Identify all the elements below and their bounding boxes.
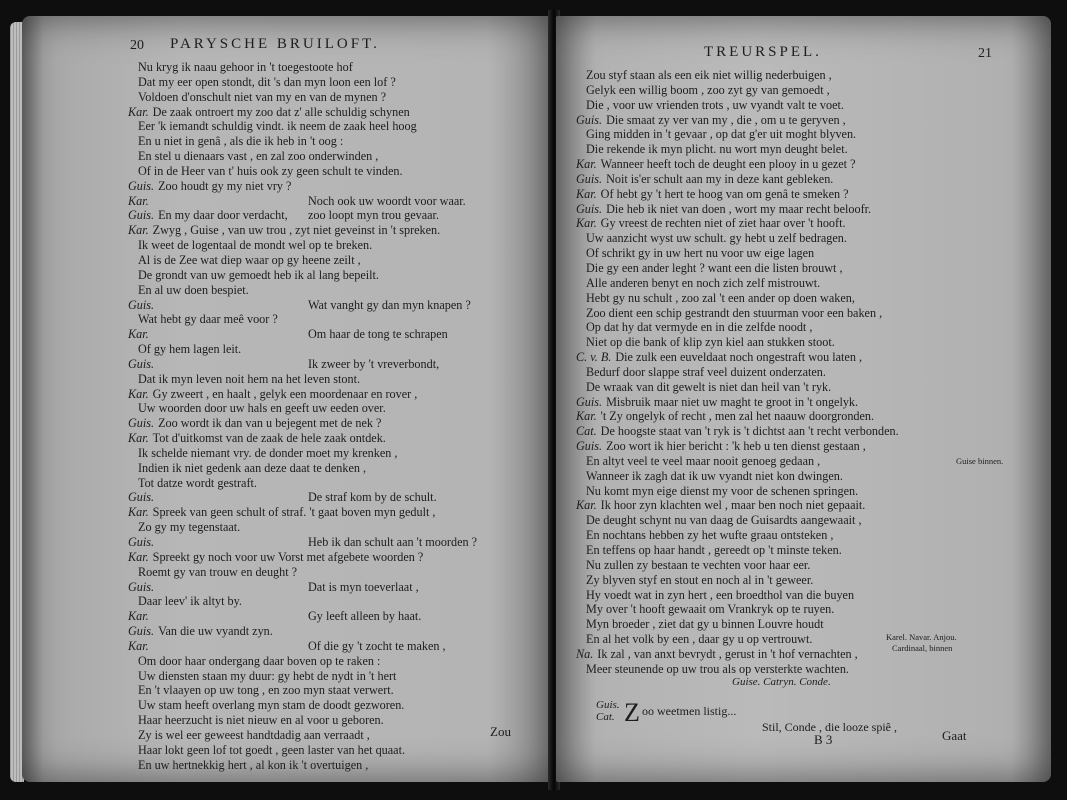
verse-line [576, 335, 1036, 350]
verse-text: Voldoen d'onschult niet van my en van de mynen ? [138, 89, 387, 104]
verse-line [576, 365, 1036, 380]
verse-text: Die rekende ik myn plicht. nu wort myn deught belet. [586, 142, 848, 157]
verse-text: Gelyk een willig boom , zoo zyt gy van gemoedt , [586, 82, 830, 97]
speaker-label: Kar. [128, 638, 149, 653]
speaker-label: Kar. [128, 386, 149, 401]
verse-text: Van die uw vyandt zyn. [158, 624, 273, 639]
verse-text: Zoo dient een schip gestrandt den stuurman voor een baken , [586, 305, 883, 320]
verse-text: Of in de Heer van t' huis ook zy geen schult te vinden. [138, 163, 403, 178]
verse-line [128, 594, 548, 609]
verse-line [128, 639, 548, 654]
verse-line [576, 588, 1036, 603]
verse-text-continuation: Om haar de tong te schrapen [308, 327, 448, 342]
speaker-label: Guis. [128, 297, 155, 312]
verse-text: Gy vreest de rechten niet of ziet haar over 't hooft. [600, 216, 846, 231]
verse-text: Alle anderen benyt en noch zich zelf mistrouwt. [586, 275, 821, 290]
verse-line [576, 127, 1036, 142]
verse-text: Die gy een ander leght ? want een die listen brouwt , [586, 260, 843, 275]
speaker-label: Guis. [576, 171, 603, 186]
final-line-b: Stil, Conde , die looze spiê , [762, 720, 897, 734]
speaker-label: Guis. [128, 178, 155, 193]
verse-text: Eer 'k iemandt schuldig vindt. ik neem de zaak heel hoog [138, 119, 417, 134]
verse-line [576, 172, 1036, 187]
verse-text-continuation: Ik zweer by 't vreverbondt, [308, 356, 440, 371]
verse-text: De deught schynt nu van daag de Guisardts aangewaait , [586, 513, 862, 528]
verse-line [576, 484, 1036, 499]
verse-text: Haar lokt geen lof tot goedt , geen laster van het quaat. [138, 742, 406, 757]
verse-text: Om door haar ondergang daar boven op te raken : [138, 653, 381, 668]
verse-text: Uw diensten staan my duur: gy hebt de nydt in 't hert [138, 668, 397, 683]
stage-direction-exit-2: Cardinaal, binnen [892, 643, 953, 653]
verse-line [128, 743, 548, 758]
verse-line [128, 342, 548, 357]
verse-text: Ik schelde niemant vry. de donder moet my krenken , [138, 445, 398, 460]
verse-text: Die zulk een euveldaat noch ongestraft wou laten , [615, 350, 863, 365]
speaker-label: Na. [576, 646, 594, 661]
verse-line [576, 395, 1036, 410]
verse-text: Zou styf staan als een eik niet willig nederbuigen , [586, 68, 832, 82]
verse-text: Ging midden in 't gevaar , op dat g'er uit moght blyven. [586, 127, 857, 142]
verse-line [128, 431, 548, 446]
verse-line [576, 231, 1036, 246]
speaker-label: Guis. [128, 208, 155, 223]
verse-text: En u niet in genâ , als die ik heb in 't oog : [138, 134, 344, 149]
verse-line [576, 246, 1036, 261]
speaker-label: Kar. [128, 505, 149, 520]
verse-line [576, 647, 1036, 662]
right-page [556, 16, 1051, 782]
verse-text: De hoogste staat van 't ryk is 't dichtst aan 't recht verbonden. [600, 424, 899, 439]
verse-text: Al is de Zee wat diep waar op gy heene zeilt , [138, 252, 361, 267]
speaker-label: Guis. [128, 416, 155, 431]
verse-text: Of gy hem lagen leit. [138, 342, 242, 357]
verse-text: Uw stam heeft overlang myn stam de doodt gezworen. [138, 698, 405, 713]
verse-line [576, 157, 1036, 172]
verse-text: En stel u dienaars vast , en zal zoo onderwinden , [138, 149, 379, 164]
verse-text: Hy voedt wat in zyn hert , een broedthol van die buyen [586, 587, 855, 602]
verse-line [576, 498, 1036, 513]
verse-text-continuation: Heb ik dan schult aan 't moorden ? [308, 535, 478, 549]
verse-line [576, 380, 1036, 395]
left-page [22, 16, 552, 782]
verse-line [128, 119, 548, 134]
verse-line [576, 528, 1036, 543]
verse-line [576, 306, 1036, 321]
verse-text: Die , voor uw vrienden trots , uw vyandt valt te voet. [586, 97, 844, 112]
speaker-label: Kar. [128, 431, 149, 446]
verse-line [128, 624, 548, 639]
verse-line [128, 134, 548, 149]
verse-line [576, 543, 1036, 558]
verse-line [128, 490, 548, 505]
verse-line [128, 75, 548, 90]
verse-text: Ik zal , van anxt bevrydt , gerust in 't hof vernachten , [597, 646, 858, 661]
left-running-head: PARYSCHE BRUILOFT. [170, 36, 380, 52]
verse-text: Wanneer heeft toch de deught een plooy in u gezet ? [600, 157, 856, 172]
verse-line [576, 424, 1036, 439]
verse-text: Zoo wordt ik dan van u bejegent met de nek ? [158, 416, 382, 431]
verse-text: Zoo wort ik hier bericht : 'k heb u ten dienst gestaan , [606, 439, 866, 454]
verse-line [576, 187, 1036, 202]
verse-text-continuation: Gy leeft alleen by haat. [308, 609, 422, 624]
verse-line [576, 558, 1036, 573]
verse-line [576, 617, 1036, 632]
verse-text: Op dat hy dat vermyde en in die zelfde noodt , [586, 320, 813, 335]
verse-line [128, 461, 548, 476]
verse-line [128, 372, 548, 387]
verse-line [128, 268, 548, 283]
final-speaker-cat: Cat. [596, 711, 615, 723]
verse-line [128, 505, 548, 520]
speaker-label: Kar. [576, 186, 597, 201]
verse-text: En nochtans hebben zy het wufte graau ontsteken , [586, 528, 834, 543]
verse-line [128, 387, 548, 402]
verse-text: Of schrikt gy in uw hert nu voor uw eige lagen [586, 246, 815, 261]
verse-text: Misbruik maar niet uw maght te groot in 't ongelyk. [606, 394, 859, 409]
verse-line [576, 350, 1036, 365]
verse-line [576, 98, 1036, 113]
speaker-label: Kar. [128, 549, 149, 564]
verse-line [576, 202, 1036, 217]
speaker-label: Kar. [128, 223, 149, 238]
verse-line [128, 179, 548, 194]
speaker-label: Guis. [128, 579, 155, 594]
speaker-label: Kar. [576, 216, 597, 231]
final-line-a: oo weetmen listig... [642, 704, 737, 718]
verse-line [576, 469, 1036, 484]
verse-text-continuation: Of die gy 't zocht te maken , [308, 638, 446, 653]
verse-line [128, 698, 548, 713]
verse-line [128, 208, 548, 223]
verse-text: Niet op die bank of klip zyn kiel aan stukken stoot. [586, 335, 835, 350]
verse-text: Dat ik myn leven noit hem na het leven stont. [138, 371, 361, 386]
verse-line [576, 573, 1036, 588]
verse-text-continuation: Dat is myn toeverlaat , [308, 579, 419, 594]
speaker-label: Guis. [576, 201, 603, 216]
speaker-label: Kar. [128, 609, 149, 624]
verse-line [576, 142, 1036, 157]
verse-text: Zoo houdt gy my niet vry ? [158, 178, 292, 193]
speaker-label: C. v. B. [576, 350, 612, 365]
verse-text: Meer steunende op uw trou als op versterkte wachten. [586, 661, 849, 676]
verse-line [128, 416, 548, 431]
verse-text: Die smaat zy ver van my , die , om u te geryven , [606, 112, 846, 127]
verse-line [128, 580, 548, 595]
verse-line [128, 298, 548, 313]
verse-line [128, 728, 548, 743]
verse-text: Spreekt gy noch voor uw Vorst met afgebete woorden ? [152, 549, 424, 564]
speaker-label: Guis. [576, 439, 603, 454]
verse-line [128, 669, 548, 684]
verse-line [576, 409, 1036, 424]
speaker-label: Guis. [576, 394, 603, 409]
verse-line [128, 520, 548, 535]
verse-line [128, 283, 548, 298]
verse-text: Die heb ik niet van doen , wort my maar recht beloofr. [606, 201, 872, 216]
stage-direction-guise-exit: Guise binnen. [956, 456, 1004, 466]
verse-text: Nu zullen zy bestaan te vechten voor haar eer. [586, 557, 811, 572]
verse-text: Of hebt gy 't hert te hoog van om genâ te smeken ? [600, 186, 849, 201]
verse-text: Uw aanzicht wyst uw schult. gy hebt u zelf bedragen. [586, 231, 847, 246]
verse-line [128, 565, 548, 580]
verse-text: Spreek van geen schult of straf. 't gaat boven myn gedult , [152, 505, 436, 520]
verse-line [128, 357, 548, 372]
verse-text: En uw hertnekkig hert , al kon ik 't overtuigen , [138, 757, 369, 772]
verse-line [576, 216, 1036, 231]
verse-text-continuation: Noch ook uw woordt voor waar. [308, 193, 466, 208]
verse-line [576, 276, 1036, 291]
verse-text: Tot datze wordt gestraft. [138, 475, 257, 490]
verse-line [128, 758, 548, 773]
verse-line [128, 90, 548, 105]
verse-line [128, 60, 548, 75]
speaker-label: Kar. [128, 104, 149, 119]
verse-text: De wraak van dit gewelt is niet dan heil van 't ryk. [586, 379, 832, 394]
verse-line [576, 439, 1036, 454]
verse-text: 't Zy ongelyk of recht , men zal het naauw doorgronden. [600, 409, 875, 424]
verse-line [128, 476, 548, 491]
verse-line [576, 320, 1036, 335]
verse-text: My over 't hooft gewaait om Vrankryk op te ruyen. [586, 602, 835, 617]
verse-line [128, 164, 548, 179]
verse-line [576, 513, 1036, 528]
speaker-label: Guis. [576, 112, 603, 127]
verse-text: Zy blyven styf en stout en noch al in 't geweer. [586, 572, 814, 587]
verse-line [128, 550, 548, 565]
verse-line [576, 68, 1036, 83]
verse-line [128, 312, 548, 327]
verse-text: Gy zweert , en haalt , gelyk een moordenaar en rover , [152, 386, 418, 401]
verse-text: En al uw doen bespiet. [138, 282, 249, 297]
right-page-number: 21 [978, 46, 992, 61]
right-running-head: TREURSPEL. [704, 44, 822, 60]
verse-text: De grondt van uw gemoedt heb ik al lang bepeilt. [138, 267, 379, 282]
verse-text: Dat my eer open stondt, dit 's dan myn loon een lof ? [138, 74, 396, 89]
verse-text: Wanneer ik zagh dat ik uw vyandt niet kon dwingen. [586, 468, 843, 483]
verse-line [576, 291, 1036, 306]
scene-heading: Guise. Catryn. Conde. [732, 676, 831, 688]
verse-text: Roemt gy van trouw en deught ? [138, 564, 298, 579]
verse-line [576, 632, 1036, 647]
verse-text: En my daar door verdacht, [158, 208, 288, 223]
speaker-label: Kar. [576, 157, 597, 172]
verse-text: Bedurf door slappe straf veel duizent onderzaten. [586, 364, 826, 379]
verse-text: Wat hebt gy daar meê voor ? [138, 312, 278, 327]
verse-line [128, 194, 548, 209]
verse-text: Indien ik niet gedenk aan deze daat te denken , [138, 460, 367, 475]
verse-line [128, 401, 548, 416]
verse-text: De zaak ontroert my zoo dat z' alle schuldig schynen [152, 104, 410, 119]
verse-text: En al het volk by een , daar gy u op vertrouwt. [586, 632, 813, 647]
verse-text: Uw woorden door uw hals en geeft uw eeden over. [138, 401, 386, 416]
verse-line [128, 446, 548, 461]
speaker-label: Kar. [128, 327, 149, 342]
speaker-label: Kar. [128, 193, 149, 208]
speaker-label: Guis. [128, 356, 155, 371]
verse-text: En altyt veel te veel maar nooit genoeg gedaan , [586, 453, 821, 468]
stage-direction-exit-1: Karel. Navar. Anjou. [886, 632, 957, 642]
verse-line [128, 683, 548, 698]
verse-text: Myn broeder , ziet dat gy u binnen Louvre houdt [586, 617, 824, 632]
verse-line [576, 261, 1036, 276]
verse-text: En teffens op haar handt , gereedt op 't minste teken. [586, 543, 842, 557]
speaker-label: Cat. [576, 424, 597, 439]
verse-text-continuation: Wat vanght gy dan myn knapen ? [308, 297, 471, 312]
verse-line [128, 654, 548, 669]
verse-text: Ik weet de logentaal de mondt wel op te breken. [138, 238, 373, 253]
verse-text: Ik hoor zyn klachten wel , maar ben noch niet gepaait. [600, 498, 866, 513]
verse-text: Tot d'uitkomst van de zaak de hele zaak ontdek. [152, 431, 386, 446]
verse-text: Zwyg , Guise , van uw trou , zyt niet geveinst in 't spreken. [152, 223, 441, 238]
verse-text: Daar leev' ik altyt by. [138, 594, 242, 609]
verse-text: Haar heerzucht is niet nieuw en al voor u geboren. [138, 713, 384, 728]
drop-initial: Z [624, 698, 640, 727]
verse-line [128, 609, 548, 624]
speaker-label: Guis. [128, 624, 155, 639]
verse-text: Noit is'er schult aan my in deze kant gebleken. [606, 171, 834, 186]
verse-line [128, 105, 548, 120]
verse-text: Nu komt myn eige dienst my voor de schenen springen. [586, 483, 859, 498]
speaker-label: Guis. [128, 535, 155, 549]
signature-mark: B 3 [814, 732, 833, 747]
left-catchword: Zou [490, 724, 511, 739]
verse-line [576, 113, 1036, 128]
verse-text-continuation: De straf kom by de schult. [308, 490, 437, 505]
verse-text: Hebt gy nu schult , zoo zal 't een ander op doen waken, [586, 290, 855, 305]
right-catchword: Gaat [942, 728, 967, 743]
speaker-label: Kar. [576, 409, 597, 424]
verse-line [576, 662, 1036, 677]
verse-text: Zo gy my tegenstaat. [138, 520, 241, 535]
speaker-label: Guis. [128, 490, 155, 505]
left-text-block [128, 60, 548, 773]
verse-line [128, 238, 548, 253]
verse-line [128, 253, 548, 268]
verse-line [128, 713, 548, 728]
verse-text: En 't vlaayen op uw tong , en zoo myn staat verwert. [138, 683, 394, 698]
verse-text-continuation: zoo loopt myn trou gevaar. [308, 208, 439, 223]
verse-line [576, 83, 1036, 98]
left-page-number: 20 [130, 38, 144, 53]
verse-line [128, 327, 548, 342]
final-speaker-guise: Guis. [596, 699, 620, 711]
speaker-label: Kar. [576, 498, 597, 513]
verse-line [576, 602, 1036, 617]
right-text-block [576, 68, 1036, 677]
verse-text: Nu kryg ik naau gehoor in 't toegestoote hof [138, 60, 353, 74]
verse-line [128, 223, 548, 238]
verse-line [128, 149, 548, 164]
verse-text: Zy is wel eer geweest handtdadig aan verraadt , [138, 727, 370, 742]
verse-line [128, 535, 548, 550]
